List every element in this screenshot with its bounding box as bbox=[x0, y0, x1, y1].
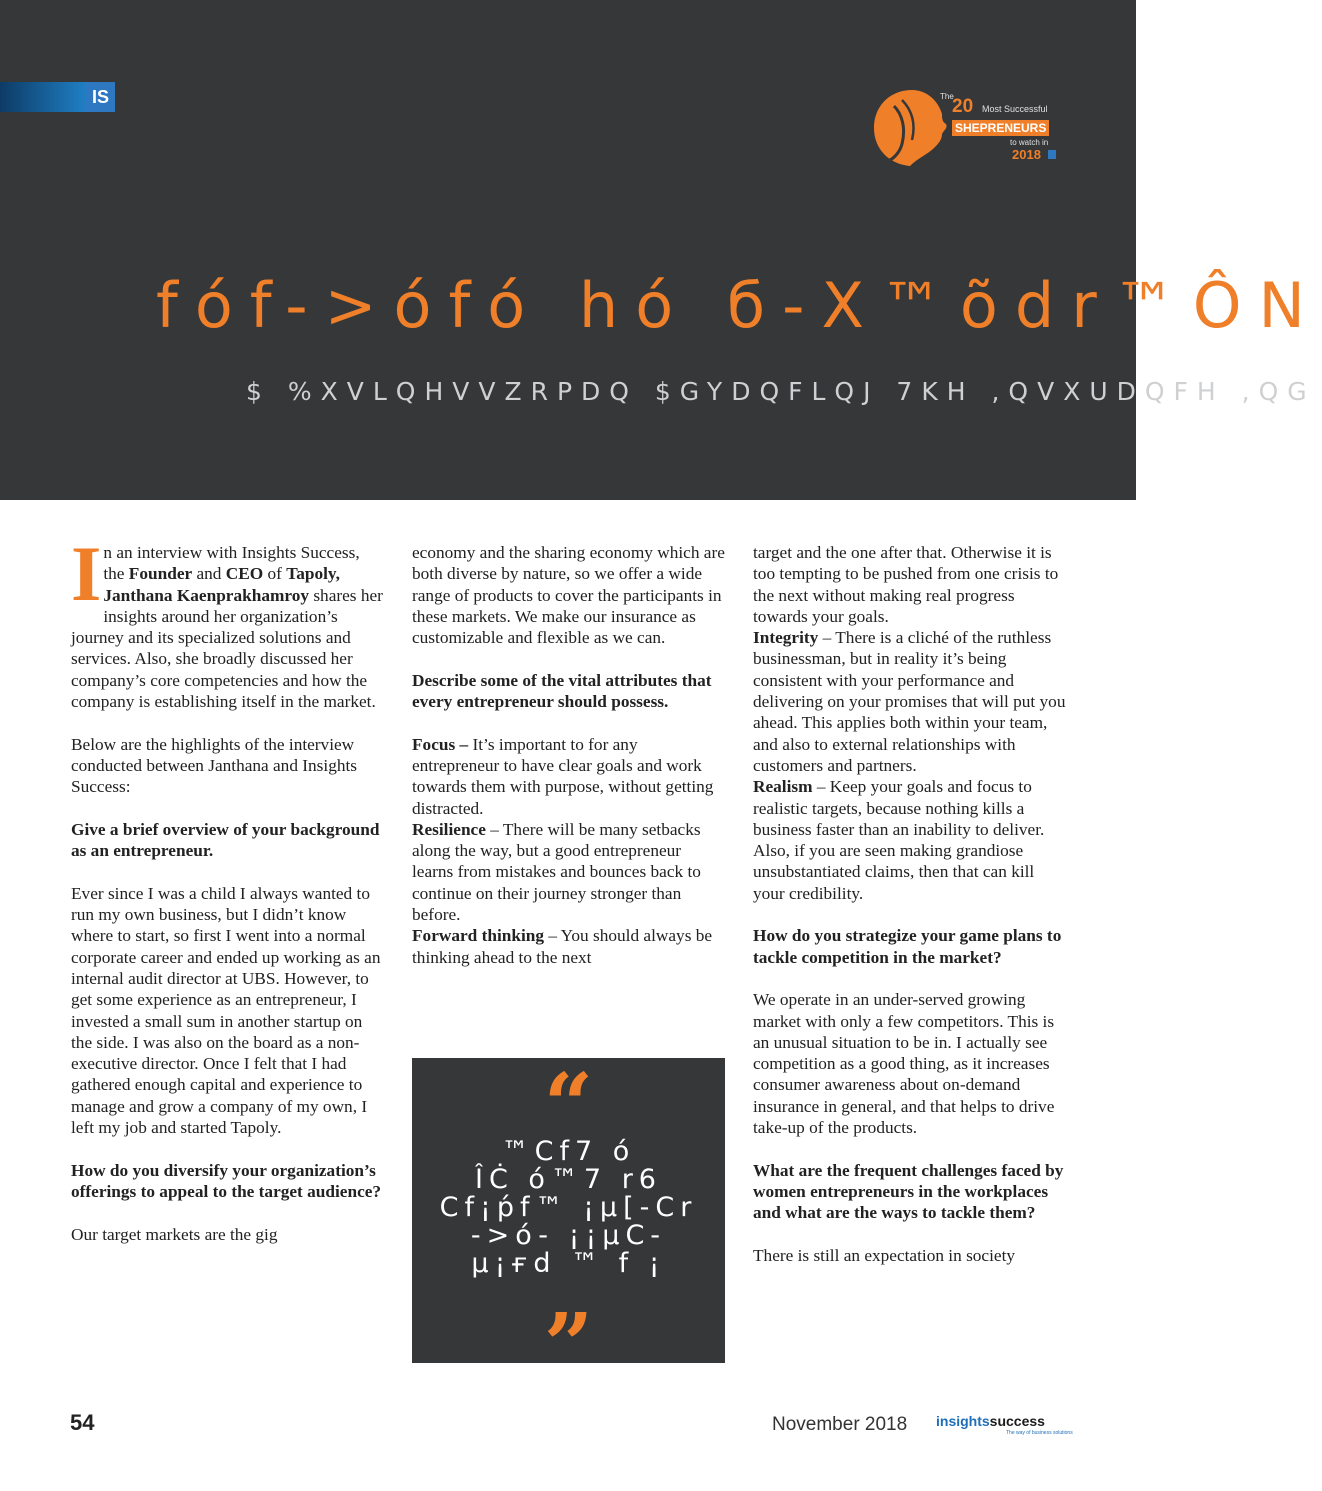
logo-insights-text: insights bbox=[936, 1413, 990, 1429]
insights-success-logo bbox=[936, 1413, 1073, 1439]
pull-quote-line: ™Cf7 ó bbox=[501, 1136, 636, 1167]
forward-thinking-paragraph: Forward thinking – You should always be thinking ahead to the next bbox=[412, 926, 713, 967]
question-5: What are the frequent challenges faced by women entrepreneurs in the workplaces and what are the ways to tackle them? bbox=[753, 1160, 1064, 1223]
badge-year: 2018 bbox=[1012, 147, 1041, 162]
question-3: Describe some of the vital attributes that every entrepreneur should possess. bbox=[412, 670, 712, 712]
badge-to-watch-in: to watch in bbox=[1010, 138, 1049, 147]
pull-quote-line: ÎĊ ó™7 r6 bbox=[475, 1164, 662, 1195]
badge-number: 20 bbox=[952, 96, 974, 117]
resilience-paragraph: Resilience – There will be many setbacks along the way, but a good entrepreneur learns from mistakes and bounces back to continue on their journey stronger than before. bbox=[412, 819, 701, 925]
pull-quote-line: ->ó- ¡¡μC- bbox=[470, 1220, 667, 1251]
insights-success-logo-mark: IS bbox=[86, 82, 115, 112]
focus-paragraph: Focus – It’s important to for any entrepreneur to have clear goals and work towards them with purpose, without getting distracted. bbox=[412, 734, 714, 818]
pull-quote-line: μ¡ғd ™ f ¡ bbox=[471, 1248, 666, 1279]
pull-quote-box bbox=[412, 1055, 725, 1396]
article-title: fóf->ófó hó б-X™õdr™ÔN bbox=[156, 269, 1322, 342]
badge-the: The bbox=[940, 92, 954, 101]
answer-4: We operate in an under-served growing market with only a few competitors. This is an unusual situation to be in. I actually see competition as a good thing, as it increases consumer awareness about on-demand insurance in general, and that helps to drive take-up of the products. bbox=[753, 990, 1055, 1138]
open-quote-icon: “ bbox=[543, 1055, 594, 1156]
pull-quote-text bbox=[412, 1138, 725, 1278]
question-2: How do you diversify your organization’s offerings to appeal to the target audience? bbox=[71, 1160, 382, 1201]
shepreneurs-badge bbox=[872, 88, 1072, 168]
badge-most-successful: Most Successful bbox=[982, 104, 1048, 114]
forward-thinking-continued: target and the one after that. Otherwise it is too tempting to be pushed from one crisis to the next without making real progress towards your goals. bbox=[753, 543, 1059, 626]
answer-2-continued: economy and the sharing economy which are both diverse by nature, so we offer a wide range of products to cover the participants in these markets. We make our insurance as customizable and flexible as we can. bbox=[412, 543, 725, 648]
question-1: Give a brief overview of your background as an entrepreneur. bbox=[71, 819, 380, 861]
header-blue-bar bbox=[0, 82, 86, 112]
pull-quote-line: Cf¡ṕf™ ¡μ[-Cr bbox=[439, 1192, 698, 1223]
article-subtitle: $ %XVLQHVVZRPDQ $GYDQFLQJ 7KH ,QVXUDQFH ,QG bbox=[246, 377, 1316, 406]
question-4: How do you strategize your game plans to tackle competition in the market? bbox=[753, 926, 1062, 967]
answer-5-start: There is still an expectation in society bbox=[753, 1245, 1016, 1265]
issue-date: November 2018 bbox=[772, 1414, 908, 1435]
integrity-paragraph: Integrity – There is a cliché of the ruthless businessman, but in reality it’s being consistent with your performance and delivering on your promises that will put you ahead. This applies both within your team, and also to external relationships with customers and partners. bbox=[753, 628, 1066, 775]
intro-paragraph: In an interview with Insights Success, the Founder and CEO of Tapoly, Janthana Kaenprakhamroy shares her insights around her organization’s journey and its specialized solutions and services. Also, she broadly discussed her company’s core competencies and how the company is establishing itself in the market. bbox=[71, 530, 383, 712]
badge-year-logo-icon bbox=[1048, 150, 1056, 159]
drop-cap: I bbox=[71, 530, 102, 617]
logo-tagline: The way of business solutions bbox=[1006, 1430, 1073, 1436]
badge-shepreneurs: SHEPRENEURS bbox=[952, 120, 1049, 136]
answer-1: Ever since I was a child I always wanted to run my own business, but I didn’t know where to start, so first I went into a normal corporate career and ended up working as an internal audit director at UBS. However, to get some experience as an entrepreneur, I invested a small sum in another startup on the side. I was also on the board as a non-executive director. Once I felt that I had gathered enough capital and experience to manage and grow a company of my own, I left my job and started Tapoly. bbox=[71, 883, 381, 1138]
logo-success-text: success bbox=[989, 1413, 1045, 1429]
answer-2-start: Our target markets are the gig bbox=[71, 1224, 278, 1244]
header-banner bbox=[0, 0, 1322, 500]
page-number: 54 bbox=[70, 1410, 95, 1435]
article-column-2 bbox=[412, 542, 726, 968]
realism-paragraph: Realism – Keep your goals and focus to realistic targets, because nothing kills a business faster than an inability to deliver. Also, if you are seen making grandiose unsubstantiated claims, then that can kill your credibility. bbox=[753, 777, 1045, 903]
article-column-1 bbox=[71, 530, 385, 1266]
highlights-paragraph: Below are the highlights of the interview conducted between Janthana and Insights Success: bbox=[71, 734, 358, 797]
close-quote-icon: ” bbox=[543, 1295, 594, 1396]
article-column-3 bbox=[753, 542, 1067, 1287]
